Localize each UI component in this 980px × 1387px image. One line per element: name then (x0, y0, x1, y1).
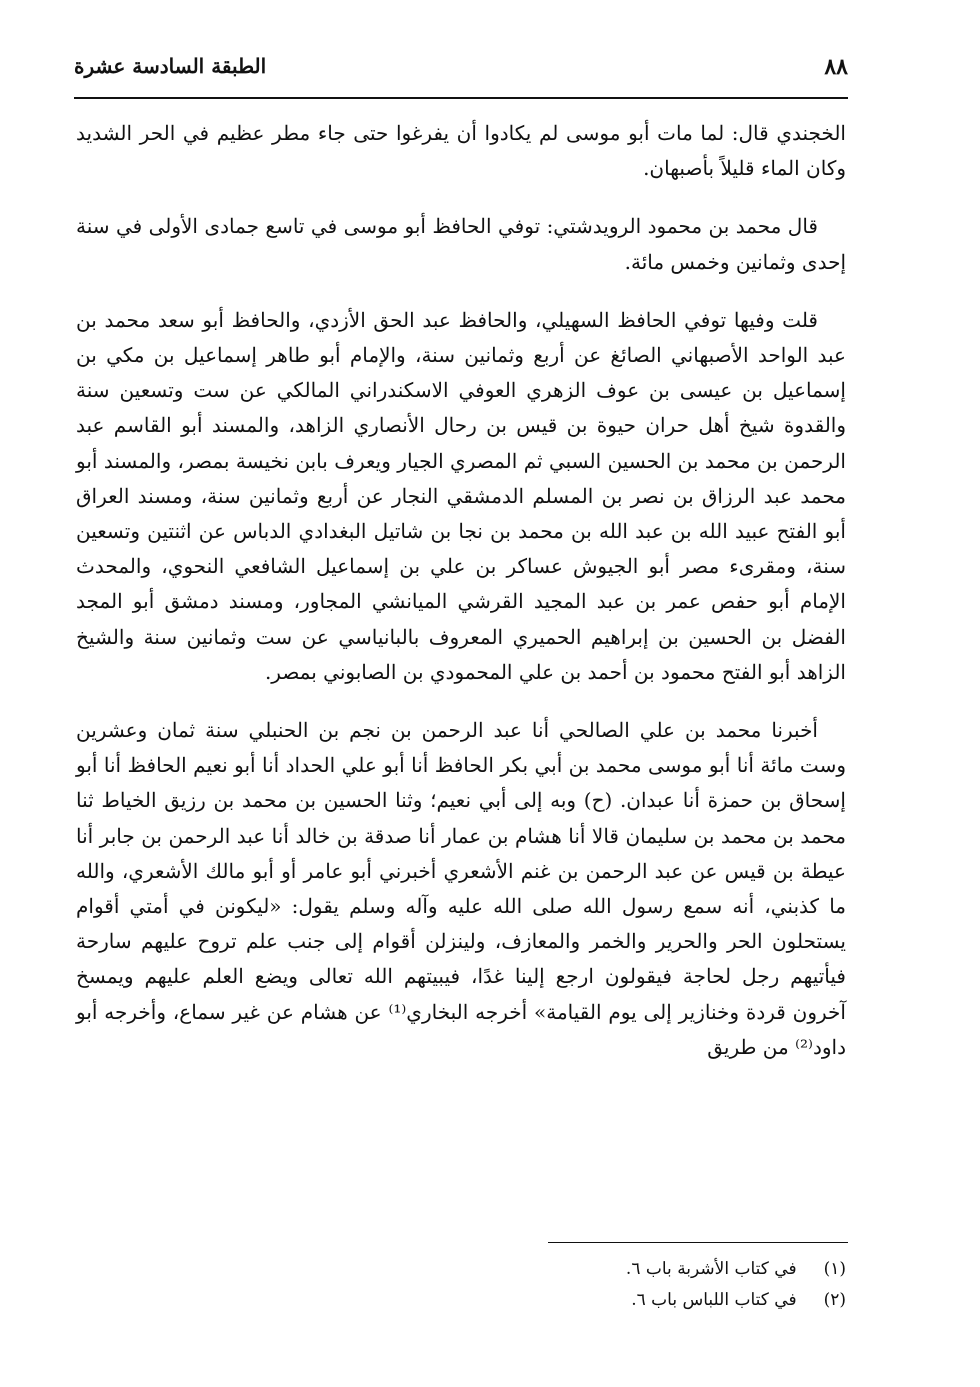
running-title: الطبقة السادسة عشرة (74, 54, 267, 78)
paragraph-text: أخبرنا محمد بن علي الصالحي أنا عبد الرحمن بن نجم بن الحنبلي سنة ثمان وعشرين وست مائة أنا أبو موسى محمد بن أبي بكر الحافظ أنا أبو علي الحداد أنا أبو نعيم الحافظ أنا أبو إسحاق بن حمزة أنا عبدان. (ح) وبه إلى أبي نعيم؛ وثنا الحسين بن محمد بن رزيق الخياط ثنا محمد بن محمد بن سليمان قالا أنا هشام بن عمار أنا صدقة بن خالد أنا عبد الرحمن بن جابر أنا عيطة بن قيس عن عبد الرحمن بن غنم الأشعري أخبرني أبو عامر أو أبو مالك الأشعري، والله ما كذبني، أنه سمع رسول الله صلى الله عليه وآله وسلم يقول: «ليكونن في أمتي أقوام يستحلون الحر والحرير والخمر والمعازف، ولينزلن أقوام إلى جنب علم تروح عليهم سارحة فيأتيهم رجل لحاجة فيقولون ارجع إلينا غدًا، فيبيتهم الله تعالى ويضع العلم عليهم ويمسخ آخرون قردة وخنازير إلى يوم القيامة» أخرجه البخاري⁽¹⁾ عن هشام عن غير سماع، وأخرجه أبو داود⁽²⁾ من طريق (76, 718, 846, 1059)
running-head (74, 46, 848, 86)
paragraph-text: قال محمد بن محمود الرويدشتي: توفي الحافظ أبو موسى في تاسع جمادى الأولى في سنة إحدى وثمانين وخمس مائة. (76, 214, 846, 274)
footnote-rule (548, 1242, 848, 1243)
header-rule (74, 97, 848, 99)
paragraph (76, 303, 846, 690)
footnote-mark: (١) (823, 1259, 846, 1279)
paragraph (76, 116, 846, 186)
footnote-mark: (٢) (823, 1290, 846, 1310)
footnote-text: في كتاب الأشربة باب ٦. (625, 1259, 797, 1279)
footnote (76, 1254, 846, 1285)
paragraph (76, 209, 846, 279)
page-number: ٨٨ (824, 54, 848, 80)
footnote (76, 1285, 846, 1316)
main-text (76, 116, 846, 1088)
paragraph-text: قلت وفيها توفي الحافظ السهيلي، والحافظ عبد الحق الأزدي، والحافظ أبو سعد محمد بن عبد الواحد الأصبهاني الصائغ عن أربع وثمانين سنة، والإمام أبو طاهر إسماعيل بن مكي بن إسماعيل بن عيسى بن عوف الزهري العوفي الاسكندراني المالكي عن ست وتسعين سنة والقدوة شيخ أهل حران حيوة بن قيس بن رحال الأنصاري الزاهد، والمسند أبو القاسم عبد الرحمن بن محمد بن الحسين السبي ثم المصري الجيار ويعرف بابن نخيسة بمصر، والمسند أبو محمد عبد الرزاق بن نصر بن المسلم الدمشقي النجار عن أربع وثمانين سنة، ومسند العراق أبو الفتح عبيد الله بن عبد الله بن محمد بن نجا بن شاتيل البغدادي الدباس عن اثنتين وتسعين سنة، ومقرىء مصر أبو الجيوش عساكر بن علي بن إسماعيل الشافعي النحوي، والمحدث الإمام أبو حفص عمر بن عبد المجيد القرشي الميانشي المجاور، ومسند دمشق أبو المجد الفضل بن الحسين بن إبراهيم الحميري المعروف بالبانياسي عن ست وثمانين سنة والشيخ الزاهد أبو الفتح محمود بن أحمد بن علي المحمودي بن الصابوني بمصر. (76, 307, 846, 684)
paragraph-text: الخجندي قال: لما مات أبو موسى لم يكادوا أن يفرغوا حتى جاء مطر عظيم في الحر الشديد وكان الماء قليلاً بأصبهان. (76, 121, 846, 181)
footnotes (76, 1254, 846, 1316)
footnote-text: في كتاب اللباس باب ٦. (631, 1290, 797, 1310)
paragraph (76, 713, 846, 1065)
